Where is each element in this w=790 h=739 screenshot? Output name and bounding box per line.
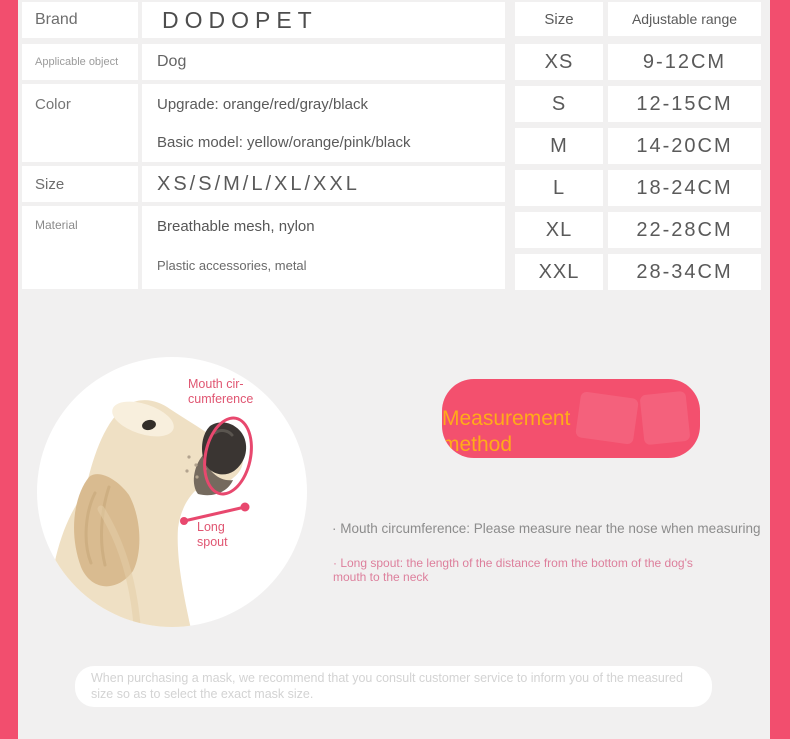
table-row <box>22 166 505 202</box>
bullet-mouth-circumference: · Mouth circumference: Please measure near the nose when measuring <box>332 521 761 536</box>
left-accent-bar <box>0 0 18 739</box>
dog-photo-circle <box>37 357 307 627</box>
color-label: Color <box>22 84 138 162</box>
size-chart-row-xxl <box>515 254 763 290</box>
table-row <box>22 44 505 80</box>
color-basic-line: Basic model: yellow/orange/pink/black <box>157 134 411 151</box>
size-cell: M <box>515 128 603 164</box>
applicable-object-label: Applicable object <box>22 44 138 80</box>
size-chart-row-xl <box>515 212 763 248</box>
table-row <box>22 206 505 289</box>
size-value: XS/S/M/L/XL/XXL <box>142 166 505 202</box>
table-row <box>22 2 505 38</box>
brand-value: DODOPET <box>142 2 505 38</box>
applicable-object-value: Dog <box>142 44 505 80</box>
range-cell: 14-20CM <box>608 128 761 164</box>
size-chart-row-s <box>515 86 763 122</box>
range-cell: 18-24CM <box>608 170 761 206</box>
size-chart-header-range: Adjustable range <box>608 2 761 36</box>
purchase-note: When purchasing a mask, we recommend that you consult customer service to inform you of the measured size so as to select the exact mask size. <box>75 666 712 707</box>
size-chart-header-row <box>515 2 763 36</box>
size-cell: XL <box>515 212 603 248</box>
size-chart-header-size: Size <box>515 2 603 36</box>
brand-label: Brand <box>22 2 138 38</box>
range-cell: 9-12CM <box>608 44 761 80</box>
spec-table <box>22 2 505 289</box>
size-cell: XS <box>515 44 603 80</box>
material-value <box>142 206 505 289</box>
size-chart-row-xs <box>515 44 763 80</box>
right-accent-bar <box>770 0 790 739</box>
material-label: Material <box>22 206 138 289</box>
table-row <box>22 84 505 162</box>
size-label: Size <box>22 166 138 202</box>
bullet-long-spout: · Long spout: the length of the distance from the bottom of the dog's mouth to the neck <box>333 556 693 584</box>
long-spout-label: Long spout <box>197 520 228 549</box>
size-chart-row-l <box>515 170 763 206</box>
material-line-2: Plastic accessories, metal <box>157 258 307 273</box>
size-chart <box>515 2 763 296</box>
color-value <box>142 84 505 162</box>
material-line-1: Breathable mesh, nylon <box>157 218 315 235</box>
mouth-circumference-label: Mouth cir- cumference <box>188 377 254 406</box>
measurement-method-button[interactable] <box>442 379 700 458</box>
size-cell: L <box>515 170 603 206</box>
dog-illustration <box>37 357 307 627</box>
range-cell: 12-15CM <box>608 86 761 122</box>
range-cell: 22-28CM <box>608 212 761 248</box>
measurement-method-button-label: Measurement method <box>442 406 571 456</box>
size-chart-row-m <box>515 128 763 164</box>
size-cell: XXL <box>515 254 603 290</box>
color-upgrade-line: Upgrade: orange/red/gray/black <box>157 96 368 113</box>
range-cell: 28-34CM <box>608 254 761 290</box>
size-cell: S <box>515 86 603 122</box>
